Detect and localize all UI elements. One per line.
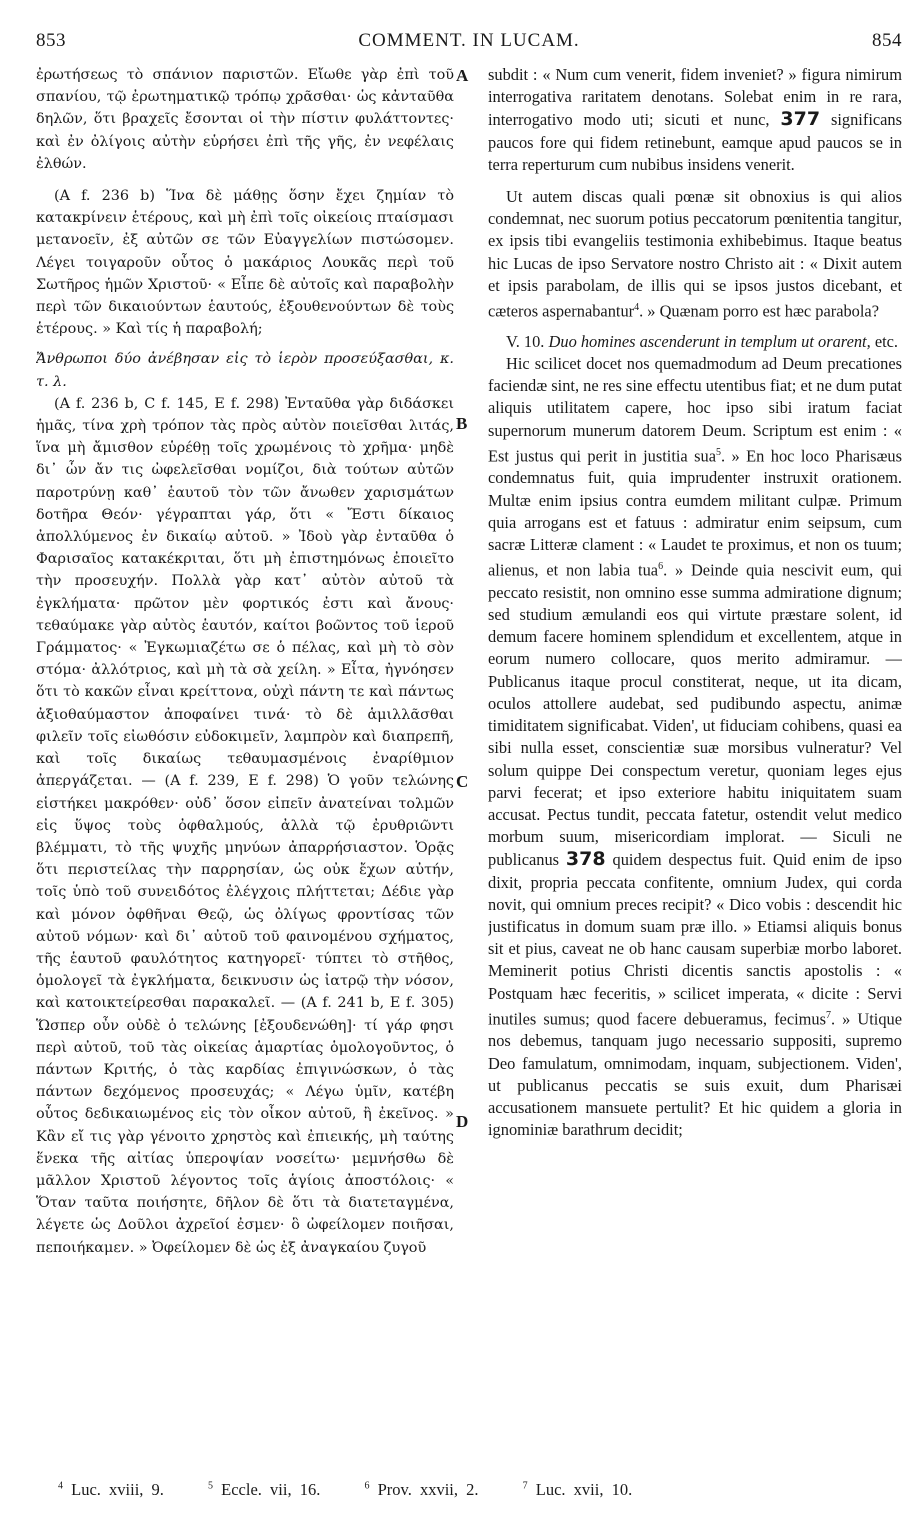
footnote-number: 6 [364,1480,370,1492]
footnote [58,1480,182,1499]
footnote [523,1480,651,1499]
latin-text: . » Utique nos debemus, tanquam jugo necessario suppositi, supremo Deo famulatum, omnimodam, inquam, subjectionem. Viden', ut publicanus peccatis se suis exuit, dum Pharisæi accusationem mansuete pertulit? Et hic quidem a gloria in ignominiæ barathrum decidit; [488,1009,902,1140]
greek-paragraph-1: ἐρωτήσεως τὸ σπάνιον παριστῶν. Εἴωθε γὰρ ἐπὶ τοῦ σπανίου, τῷ ἐρωτηματικῷ τρόπῳ χρᾶσθαι· ὡς κἀνταῦθα δηλῶν, ὅτι βραχεῖς ἔσονται οἱ τὴν πίστιν φυλάττοντες· καὶ ἐν ὀλίγοις αὐτὴν εὑρήσει ἐπὶ τῆς γῆς, ἐν νεφέλαις ἐλθών. [36,67,454,172]
latin-column [488,64,902,1459]
footnote-text: Luc. xviii, 9. [71,1480,164,1499]
footnote-text: Luc. xvii, 10. [535,1480,633,1499]
footnote [208,1480,338,1499]
latin-paragraph-3 [488,353,902,1142]
latin-text: Ut autem discas quali pœnæ sit obnoxius is qui alios condemnat, nec suorum potius peccatorum pœnitentia tangitur, ex ipsis tibi evangeliis testimonia exhibebimus. Itaque beatus hic Lucas de ipso Servatore nostro Christo ait : « Dixit autem et ipsis parabolam, de illis qui se ipsos justos dicebant, et cæteros aspernabantur [488,187,902,321]
verse-number: V. 10. [506,331,545,351]
latin-text: . » En hoc loco Pharisæus condemnatus fuit, quia imprudenter instruxit orationem. Multæ enim ipsius contra eumdem militant culpæ. Primum quia arrogans est et fatuus : admiratur enim seipsum, cum sacræ Litteræ clament : « Laudet te proximus, et non os tuum; alienus, et non labia tua [488,446,902,580]
footnote-ref-5: 5 [715,446,721,458]
column-number-378: 378 [565,848,606,871]
running-title: COMMENT. IN LUCAM. [358,30,580,51]
latin-text: . » Quænam porro est hæc parabola? [639,301,879,321]
footnote-number: 4 [58,1480,63,1492]
verse-text: Duo homines ascenderunt in templum ut orarent, [548,331,871,351]
greek-column [36,64,454,1459]
footnote-ref-7: 7 [825,1009,831,1021]
right-page-number: 854 [872,30,902,51]
margin-marker-d: D [456,1112,469,1131]
footnote-ref-6: 6 [658,561,664,573]
verse-etc: etc. [874,331,899,351]
latin-text: subdit : « Num cum venerit, fidem inveniet? » figura nimirum interrogativa raritatem denotans. Solebat enim in re rara, interrogativo modo uti; sicuti et nunc, [488,65,902,130]
latin-text: significans paucos fore qui fidem retinebunt, eamque apud paucos se in terra reperturum cum nubibus insidens venerit. [488,110,902,174]
running-header [36,30,902,56]
footnote-ref-4: 4 [634,302,640,314]
margin-marker-a: A [456,66,469,85]
margin-marker-c: C [456,772,469,791]
latin-paragraph-1 [488,64,902,176]
greek-paragraph-3: (A f. 236 b, C f. 145, E f. 298) Ἐνταῦθα γὰρ διδάσκει ἡμᾶς, τίνα χρὴ τρόπον τὰς πρὸς αὐτὸν ποιεῖσθαι λιτάς, ἵνα μὴ ἄμισθον εὑρέθῃ τοῖς χρωμένοις τὸ χρῆμα· μηδὲ δι᾽ ὧν ἄν τις ὠφελεῖσθαι νομίζοι, διὰ τούτων αὐτῶν παροτρύνῃ καθ᾽ ἑαυτοῦ τὸν τῶν ἄνωθεν χαρισμάτων δοτῆρα Θεόν· γέγραπται γάρ, ὅτι « Ἔστι δίκαιος ἀπολλύμενος ἐν δικαίῳ αὐτοῦ. » Ἰδοὺ γὰρ ἐνταῦθα ὁ Φαρισαῖος κατακέκριται, ὅτι μὴ ἐπιστημόνως ἐποιεῖτο τὴν προσευχήν. Πολλὰ γὰρ κατ᾽ αὐτὸν αὐτοῦ τὰ ἐγκλήματα· πρῶτον μὲν φορτικός ἐστι καὶ ἄνους· τεθαύμακε γὰρ αὐτὸς ἑαυτόν, καίτοι βοῶντος τοῦ ἱεροῦ Γράμματος· « Ἐγκωμιαζέτω σε ὁ πέλας, καὶ μὴ τὸ σὸν στόμα· ἀλλότριος, καὶ μὴ τὰ σὰ χείλη. » Εἶτα, ἠγνόησεν ὅτι τὸ κακῶν εἶναι κρείττονα, οὐχὶ πάντη τε καὶ πάντως ἀξιοθαύμαστον ἀποφαίνει τινά· τὸ δὲ ἁμιλλᾶσθαι φιλεῖν τοῖς εἰωθόσιν εὐδοκιμεῖν, λαμπρὸν καὶ διαπρεπῆ, καὶ τοῖς δικαίως τεθαυμασμένοις ἐναρίθμιον ἀπεργάζεται. — (A f. 239, E f. 298) Ὁ γοῦν τελώνης εἱστήκει μακρόθεν· οὐδ᾽ ὅσον εἰπεῖν ἀνατείναι τολμῶν εἰς ὕψος τοὺς ὀφθαλμούς, ἀλλὰ τῷ ἐρυθριῶντι βλέμματι, τὸ τῆς ψυχῆς μηνύων ἀπαρρήσιαστον. Ὁρᾷς ὅτι περιστείλας τὴν παρρησίαν, ὡς οὐκ ἔχων αὐτήν, τοῖς ὑπὸ τοῦ συνειδότος ἐλέγχοις πλήττεται; Δέδιε γὰρ καὶ μόνον ὀφθῆναι Θεῷ, ὡς ὀλίγως φροντίσας τῶν αὐτοῦ νόμων· καὶ δι᾽ αὐτοῦ τοῦ φαινομένου σχήματος, τῆς ἑαυτοῦ φαυλότητος κατηγορεῖ· τύπτει τὸ στῆθος, ὁμολογεῖ τὰ ἐγκλήματα, δεικνυσιν ὡς ἰατρῷ τὴν νόσον, καὶ κατοικτείρεσθαι παρακαλεῖ. — (A f. 241 b, E f. 305) Ὥσπερ οὖν οὐδὲ ὁ τελώνης [ἐξουδενώθη]· τί γάρ φησι περὶ αὐτοῦ, τοῦ τὰς οἰκείας ἁμαρτίας ὁμολογοῦντος, ὁ πάντων Κριτής, ὁ τὰς καρδίας ἐπιγινώσκων, ὁ τὰς πάντων δεχόμενος προσευχάς; « Λέγω ὑμῖν, κατέβη οὗτος δεδικαιωμένος εἰς τὸν οἶκον αὐτοῦ, ἢ ἐκεῖνος. » Κἂν εἴ τις γὰρ γένοιτο χρηστὸς καὶ ἐπιεικής, μὴ ταύτης ἕνεκα τῆς αἰτίας ὑπεροψίαν νοσείτω· μεμνήσθω δὲ μᾶλλον Χριστοῦ λέγοντος τοῖς ἁγίοις ἀποστόλοις· « Ὅταν ταῦτα ποιήσητε, δῆλον δὲ ὅτι τὰ διατεταγμένα, λέγετε ὡς Δοῦλοι ἀχρεῖοί ἐσμεν· ὃ ὠφείλομεν ποιῆσαι, πεποιήκαμεν. » Ὀφείλομεν δὲ ὡς ἐξ ἀναγκαίου ζυγοῦ [36,395,454,1256]
footnote-text: Prov. xxvii, 2. [377,1480,479,1499]
latin-verse-heading [488,331,902,353]
latin-text: quidem despectus fuit. Quid enim de ipso dixit, propria peccata confitente, omnium Judex, qui corda novit, qui omnium preces recipit? « Dico vobis : descendit hic justificatus in domum suam præ illo. » Etiamsi aliquis bonus sit et pius, caveat ne ob hanc causam superbiæ morbo laboret. Meminerit potius Christi dicentis sanctis apostolis : « Postquam hæc feceritis, » scilicet imperata, « dicite : Servi inutiles sumus; quod facere debueramus, fecimus [488,850,902,1029]
margin-marker-b: B [456,414,468,433]
footnote [364,1480,496,1499]
footnote-number: 7 [522,1480,528,1492]
latin-text: Hic scilicet docet nos quemadmodum ad Deum precationes faciendæ sint, ne res sine effectu utentibus fiat; et ne dum putat aliquis utilitatem capere, hoc ipso sibi iratum faciat supernorum munerum datorem Deum. Scriptum est enim : « Est justus qui perit in justitia sua [488,353,902,466]
greek-verse-heading: Ἄνθρωποι δύο ἀνέβησαν εἰς τὸ ἱερὸν προσεύξασθαι, κ. τ. λ. [36,351,454,390]
footnotes [58,1480,884,1500]
greek-paragraph-2: (A f. 236 b) Ἵνα δὲ μάθῃς ὅσην ἔχει ζημίαν τὸ καταкрίνειν ἑτέρους, καὶ μὴ ἐπὶ τοῖς οἰκείοις πταίσμασι μετανοεῖν, ἐξ αὐτῶν σε τῶν Εὐαγγελίων πιστώσομεν. Λέγει τοιγαροῦν οὗτος ὁ μακάριος Λουκᾶς περὶ τοῦ Σωτῆρος ἡμῶν Χριστοῦ· « Εἶπε δὲ αὐτοῖς καὶ παραβολὴν περὶ τῶν δικαιούντων ἑαυτούς, ἐξουθενούντων δὲ τοὺς ἑτέρους. » Καὶ τίς ἡ παραβολή; [36,188,454,338]
left-page-number: 853 [36,30,66,51]
footnote-text: Eccle. vii, 16. [221,1480,321,1499]
column-number-377: 377 [780,108,821,131]
latin-paragraph-2 [488,186,902,323]
latin-text: . » Deinde quia nescivit eum, qui peccato resistit, non omnino esse summa admiratione dignum; sed studium æmulandi eos qui virtute præstare solent, id demum facere hominem splendidum et excellentem, atque in eorum numero collocare, quos merito admiramur. — Publicanus itaque procul constiterat, neque, ut ita dicam, oculos attollere audebat, sed pudibundo aspectu, animæ timiditatem significabat. Viden', ut fiduciam cohibens, quasi ea sibi nulla esset, conscientiæ suæ morsibus vulneratur? Vel solum quippe Dei conspectum veretur, quoniam leges ejus parvi fecerat; et ipso exteriore habitu iniquitatem suam accusat. Pectus tundit, peccata fatetur, ostendit velut medico morbum suum, misericordiam implorat. — Siculi ne publicanus [488,560,902,870]
footnote-number: 5 [208,1480,214,1492]
